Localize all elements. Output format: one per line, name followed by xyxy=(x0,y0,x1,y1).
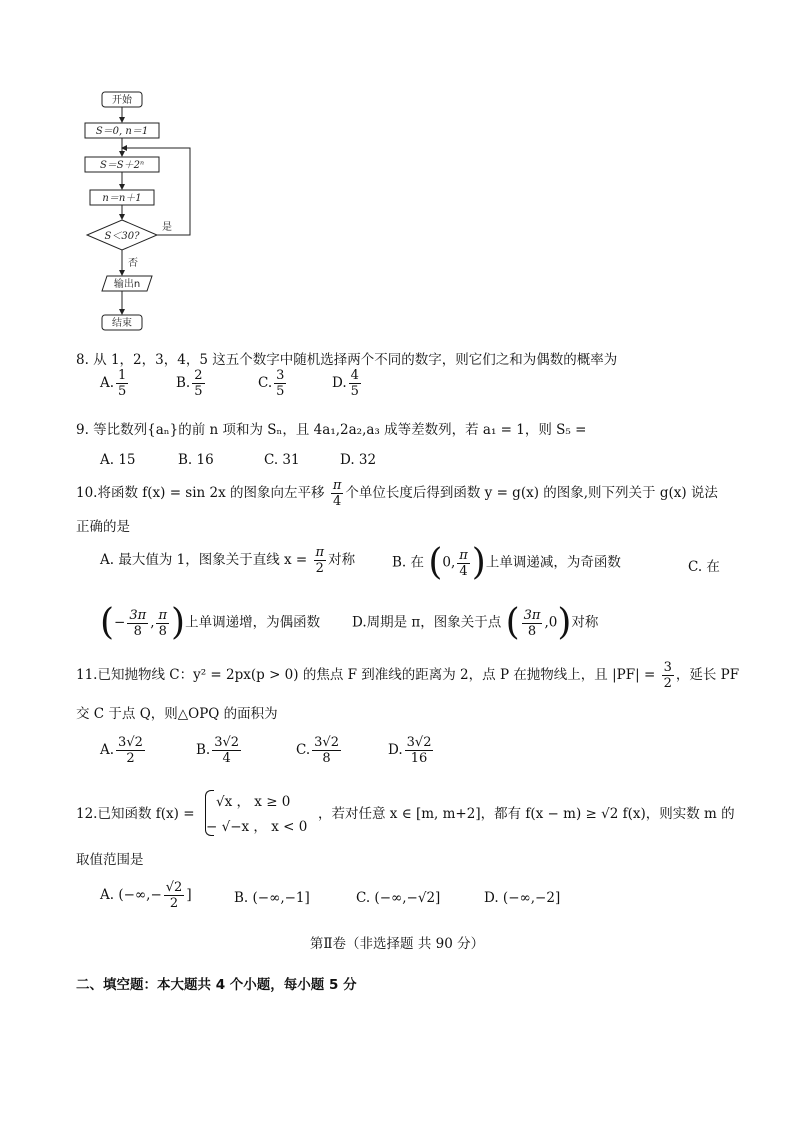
q8-stem: 8. 从 1，2，3，4，5 这五个数字中随机选择两个不同的数字，则它们之和为偶数的概率为 xyxy=(76,352,618,368)
q10-option-c: (− $\frac{3\pi}{8}$ , $\frac{\pi}{8}$ )上单调递增，为偶函数 xyxy=(100,602,321,643)
q9-stem: 9. 等比数列{aₙ}的前 n 项和为 Sₙ，且 4a₁,2a₂,a₃ 成等差数列，若 a₁ = 1，则 S₅ = xyxy=(76,422,587,438)
q9-option-b: B. 16 xyxy=(178,452,214,468)
flow-init-label: S＝0, n＝1 xyxy=(95,126,149,137)
q8-option-c: C. $\frac{3}{5}$ xyxy=(258,368,285,399)
q10-stem-line2: 正确的是 xyxy=(76,519,130,535)
q10-option-d: D.周期是 π，图象关于点 ( $\frac{3\pi}{8}$ ,0)对称 xyxy=(352,602,599,643)
q12-option-c: C. (−∞,−√2] xyxy=(356,890,441,906)
q12-stem-prefix: 12.已知函数 f(x) = xyxy=(76,806,195,822)
q11-option-d: D. $\frac{3√2}{16}$ xyxy=(388,735,432,766)
q10-option-a: A. 最大值为 1，图象关于直线 x = $\frac{\pi}{2}$ 对称 xyxy=(100,545,356,576)
flowchart xyxy=(75,88,215,338)
q12-option-d: D. (−∞,−2] xyxy=(484,890,561,906)
q11-option-b: B. $\frac{3√2}{4}$ xyxy=(196,735,240,766)
flow-end-label: 结束 xyxy=(112,318,132,329)
q9-option-c: C. 31 xyxy=(264,452,300,468)
q12-option-b: B. (−∞,−1] xyxy=(234,890,310,906)
q8-option-d: D. $\frac{4}{5}$ xyxy=(332,368,359,399)
q8-option-a: A. $\frac{1}{5}$ xyxy=(100,368,127,399)
q11-option-c: C. $\frac{3√2}{8}$ xyxy=(296,735,339,766)
q12-stem: ，若对任意 x ∈ [m, m+2]，都有 f(x − m) ≥ √2 f(x)，则实数 m 的 xyxy=(318,806,735,822)
flow-yes-label: 是 xyxy=(162,222,172,233)
q10-stem: 10.将函数 f(x) = sin 2x 的图象向左平移 $\frac{\pi}{4}$ 个单位长度后得到函数 y = g(x) 的图象,则下列关于 g(x) 说法 xyxy=(76,478,718,509)
q12-case-2: − √−x ， x < 0 xyxy=(206,819,308,835)
flow-step1-label: S＝S＋2ⁿ xyxy=(99,160,145,171)
q10-option-c-prefix: C. 在 xyxy=(688,559,720,575)
q9-option-d: D. 32 xyxy=(340,452,377,468)
flow-no-label: 否 xyxy=(128,258,138,269)
q11-option-a: A. $\frac{3√2}{2}$ xyxy=(100,735,143,766)
q12-option-a: A. (−∞,− $\frac{√2}{2}$ ] xyxy=(100,880,192,911)
q8-option-b: B. $\frac{2}{5}$ xyxy=(176,368,203,399)
flow-decision-label: S＜30? xyxy=(104,231,140,242)
section2-heading: 二、填空题：本大题共 4 个小题，每小题 5 分 xyxy=(76,977,357,993)
flow-output-label: 输出n xyxy=(113,279,141,290)
q12-stem-line2: 取值范围是 xyxy=(76,852,144,868)
part2-heading: 第Ⅱ卷（非选择题 共 90 分） xyxy=(309,936,485,952)
q12-case-1: √x ， x ≥ 0 xyxy=(216,794,291,810)
q11-stem: 11.已知抛物线 C：y² = 2px(p > 0) 的焦点 F 到准线的距离为 2，点 P 在抛物线上，且 |PF| = $\frac{3}{2}$ ，延长 PF xyxy=(76,660,740,691)
q10-option-b: B. 在 (0, $\frac{\pi}{4}$ )上单调递减，为奇函数 xyxy=(392,542,621,583)
flow-step2-label: n＝n＋1 xyxy=(102,193,142,204)
flow-start-label: 开始 xyxy=(112,95,132,106)
q11-stem-line2: 交 C 于点 Q，则△OPQ 的面积为 xyxy=(76,706,278,722)
q9-option-a: A. 15 xyxy=(100,452,136,468)
